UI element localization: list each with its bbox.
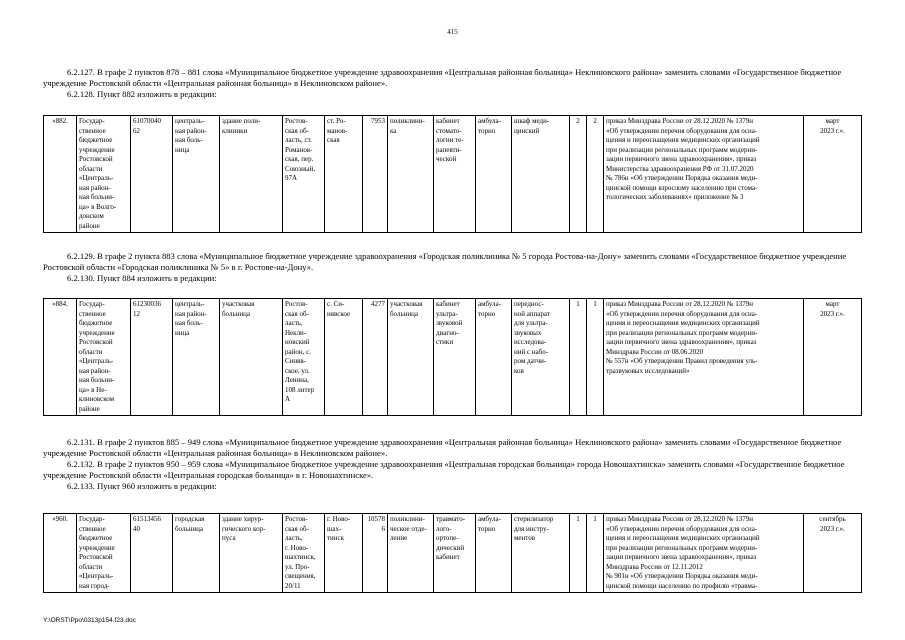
cell-line: Ростовской xyxy=(79,553,113,561)
cell-line: ление xyxy=(390,534,408,542)
cell-line: переднос- xyxy=(514,300,544,308)
cell-line: зации первичного звена здравоохранения», приказ xyxy=(606,155,757,163)
cell-line: 10578 xyxy=(367,515,385,523)
cell-line: ласть, ст. xyxy=(285,136,312,144)
cell-line: донском xyxy=(79,212,104,220)
cell-line: стики xyxy=(436,338,454,346)
paragraph-6-2-128: 6.2.128. Пункт 882 изложить в редакции: xyxy=(67,89,217,99)
cell-line: централь- xyxy=(175,117,205,125)
cell-line: Государ- xyxy=(79,515,105,523)
cell-line: бюджетное xyxy=(79,136,113,144)
cell-line: клиновском xyxy=(79,395,115,403)
cell-line: области xyxy=(79,347,103,356)
cell-line: участковая xyxy=(222,300,255,308)
cell-line: 40 xyxy=(133,524,140,533)
cell-line: ная боль- xyxy=(175,319,203,327)
cell-line: ная боль- xyxy=(175,136,203,144)
cell-population: 7953 xyxy=(363,116,388,233)
cell-item-number: «960. xyxy=(44,514,77,593)
cell-line: звуковых xyxy=(514,328,542,337)
cell-line: ков xyxy=(514,366,524,375)
cell-line: щения и переоснащения медицинских организаций xyxy=(606,319,760,327)
paragraph-6-2-131: 6.2.131. В графе 2 пунктов 885 – 949 слова «Муниципальное бюджетное учреждение здравоохранения «Центральная районная больница» Неклиновского района» заменить словами «Государственное бюджетное учреждение Ростовской области «Центральная районная больница» в Неклиновском районе». xyxy=(43,437,842,458)
cell-line: зации первичного звена здравоохранения», приказ xyxy=(606,338,757,346)
cell-line: диагно- xyxy=(436,328,459,337)
cell-line: цинский xyxy=(514,126,540,135)
cell-line: ром датчи- xyxy=(514,357,547,365)
cell-code xyxy=(131,299,173,416)
cell-line: 97А xyxy=(285,174,298,182)
cell-line: ной аппарат xyxy=(514,309,550,318)
cell-locality xyxy=(325,116,363,233)
cell-equipment xyxy=(512,514,570,593)
cell-line: Ростовской xyxy=(79,155,113,163)
cell-line: Минздрава России от 12.11.2012 xyxy=(606,562,703,571)
cell-line: манов- xyxy=(327,126,348,135)
cell-line: больница xyxy=(175,524,203,533)
cell-line: централь- xyxy=(175,300,205,308)
cell-date xyxy=(804,514,862,593)
file-path-footer: Y:\ORST\Ppo\0313p154.f23.doc xyxy=(43,617,136,624)
cell-line: 108 литер xyxy=(285,385,315,394)
cell-date xyxy=(804,299,862,416)
cell-line: участковая xyxy=(390,300,423,308)
cell-care-type xyxy=(476,514,512,593)
cell-line: Министерства здравоохранения РФ от 31.07.2020 xyxy=(606,164,754,173)
cell-line: цинской помощи взрослому населению при стома- xyxy=(606,183,758,192)
cell-building xyxy=(220,299,283,416)
cell-line: учреждение xyxy=(79,145,115,154)
cell-organization xyxy=(77,116,131,233)
cell-code xyxy=(131,514,173,593)
cell-line: ственное xyxy=(79,524,106,533)
cell-address xyxy=(283,514,325,593)
cell-line: 12 xyxy=(133,309,140,318)
cell-room xyxy=(434,116,476,233)
cell-line: тологических заболеваниях» приложение № 3 xyxy=(606,193,744,201)
cell-line: ласть, xyxy=(285,534,303,542)
cell-line: ская xyxy=(327,136,340,144)
cell-line: городская xyxy=(175,515,205,523)
cell-line: травмато- xyxy=(436,515,466,523)
cell-line: Минздрава России от 08.06.2020 xyxy=(606,347,704,356)
cell-line: лого- xyxy=(436,524,452,533)
cell-line: приказ Минздрава России от 28.12.2020 № 1379н xyxy=(606,117,753,125)
cell-line: зации первичного звена здравоохранения», приказ xyxy=(606,553,757,561)
cell-line: 62 xyxy=(133,126,140,135)
cell-line: 20/11 xyxy=(285,581,301,590)
cell-item-number: «882. xyxy=(44,116,77,233)
cell-legal-basis xyxy=(604,514,804,593)
cell-room xyxy=(434,514,476,593)
cell-line: для инстру- xyxy=(514,524,550,533)
cell-line: ул. Про- xyxy=(285,562,310,571)
paragraph-6-2-133: 6.2.133. Пункт 960 изложить в редакции: xyxy=(67,481,217,491)
cell-line: районе xyxy=(79,404,100,413)
cell-line: торно xyxy=(478,126,496,135)
cell-line: ственное xyxy=(79,126,106,135)
cell-address xyxy=(283,299,325,416)
cell-line: кабинет xyxy=(436,553,460,561)
cell-line: ница xyxy=(175,145,190,154)
cell-line: район, с. xyxy=(285,347,311,356)
cell-line: Ростов- xyxy=(285,515,308,523)
cell-line: 61513456 xyxy=(133,515,161,523)
cell-line: март xyxy=(825,117,840,125)
cell-line: г. Ново- xyxy=(327,515,351,523)
cell-line: ская об- xyxy=(285,309,309,318)
cell-line: ца» в Волго- xyxy=(79,202,117,211)
cell-quantity-2: 2 xyxy=(587,116,604,233)
cell-line: ная город- xyxy=(79,581,110,590)
cell-line: для ультра- xyxy=(514,319,548,327)
paragraph-6-2-127: 6.2.127. В графе 2 пунктов 878 – 881 слова «Муниципальное бюджетное учреждение здравоохранения «Центральная районная больница» Неклиновского района» заменить словами «Государственное бюджетное учреждение Ростовской области «Центральная районная больница» в Неклиновском районе». xyxy=(43,67,842,88)
cell-line: «Централь- xyxy=(79,572,114,580)
cell-line: сентябрь xyxy=(819,515,846,523)
cell-line: ская об- xyxy=(285,126,309,135)
cell-line: щения и переоснащения медицинских организаций xyxy=(606,534,760,542)
cell-line: поликлини- xyxy=(390,117,425,125)
cell-line: щения и переоснащения медицинских организаций xyxy=(606,136,760,144)
cell-organization xyxy=(77,299,131,416)
cell-line: новский xyxy=(285,338,310,346)
cell-line: № 557н «Об утверждении Правил проведения уль- xyxy=(606,357,758,365)
cell-line: больница xyxy=(222,309,250,318)
page-number: 415 xyxy=(447,28,458,36)
cell-quantity-2: 1 xyxy=(587,299,604,416)
cell-line: приказ Минздрава России от 28.12.2020 № 1379н xyxy=(606,515,753,523)
cell-line: № 901н «Об утверждении Порядка оказания меди- xyxy=(606,572,758,580)
cell-line: шкаф меди- xyxy=(514,117,550,125)
cell-line: звуковой xyxy=(436,319,463,327)
cell-legal-basis xyxy=(604,116,804,233)
cell-line: области xyxy=(79,164,103,173)
cell-line: тразвуковых исследований» xyxy=(606,366,690,375)
table-row xyxy=(44,514,862,593)
cell-line: амбула- xyxy=(478,300,501,308)
cell-line: поликлини- xyxy=(390,515,425,523)
cell-line: ная район- xyxy=(175,126,207,135)
cell-line: бюджетное xyxy=(79,534,113,542)
cell-line: амбула- xyxy=(478,515,501,523)
cell-unit xyxy=(388,514,434,593)
cell-line: торно xyxy=(478,524,496,533)
cell-facility-name xyxy=(173,514,220,593)
cell-line: г. Ново- xyxy=(285,543,309,552)
cell-line: «Централь- xyxy=(79,357,114,365)
cell-line: ная район- xyxy=(79,366,111,375)
cell-line: 6 xyxy=(381,524,385,533)
paragraph-6-2-130: 6.2.130. Пункт 884 изложить в редакции: xyxy=(67,273,217,283)
cell-line: ная больни- xyxy=(79,193,115,201)
cell-line: стомато- xyxy=(436,126,462,135)
cell-line: учреждение xyxy=(79,328,115,337)
cell-room xyxy=(434,299,476,416)
cell-line: 61230036 xyxy=(133,300,161,308)
cell-line: с. Си- xyxy=(327,300,345,308)
cell-line: ная район- xyxy=(175,309,207,318)
cell-locality xyxy=(325,299,363,416)
cell-equipment xyxy=(512,299,570,416)
cell-line: Ленина, xyxy=(285,376,309,384)
cell-line: март xyxy=(825,300,840,308)
paragraph-6-2-129: 6.2.129. В графе 2 пункта 883 слова «Муниципальное бюджетное учреждение здравоохранения «Городская поликлиника № 5 города Ростова-на-Дону» заменить словами «Государственное бюджетное учреждение Ростовской области «Городская поликлиника № 5» в г. Ростове-на-Дону». xyxy=(43,251,847,272)
cell-line: торно xyxy=(478,309,496,318)
cell-quantity-1: 1 xyxy=(570,514,587,593)
cell-line: логии те- xyxy=(436,136,464,144)
cell-line: кабинет xyxy=(436,300,460,308)
cell-line: ний с набо- xyxy=(514,347,549,356)
cell-line: свещения, xyxy=(285,572,316,580)
cell-line: приказ Минздрава России от 28.12.2020 № 1379н xyxy=(606,300,753,308)
cell-line: 2023 г.». xyxy=(820,524,845,533)
cell-legal-basis xyxy=(604,299,804,416)
cell-line: области xyxy=(79,562,103,571)
cell-line: 2023 г.». xyxy=(820,309,845,318)
cell-line: Романов- xyxy=(285,145,313,154)
cell-building xyxy=(220,514,283,593)
cell-line: исследова- xyxy=(514,338,547,346)
cell-line: 2023 г.». xyxy=(820,126,845,135)
cell-care-type xyxy=(476,116,512,233)
cell-line: «Централь- xyxy=(79,174,114,182)
cell-line: дический xyxy=(436,543,465,552)
cell-line: ст. Ро- xyxy=(327,117,346,125)
cell-building xyxy=(220,116,283,233)
cell-line: бюджетное xyxy=(79,319,113,327)
cell-line: ская, пер. xyxy=(285,155,314,163)
cell-line: «Об утверждении перечня оборудования для осна- xyxy=(606,126,758,135)
cell-unit xyxy=(388,116,434,233)
cell-line: 61070040 xyxy=(133,117,161,125)
cell-code xyxy=(131,116,173,233)
cell-line: стерилизатор xyxy=(514,515,554,523)
cell-line: ственное xyxy=(79,309,106,318)
cell-line: ная район- xyxy=(79,183,111,192)
cell-line: ультра- xyxy=(436,309,458,318)
cell-line: здание хирур- xyxy=(222,515,264,523)
cell-line: «Об утверждении перечня оборудования для осна- xyxy=(606,524,758,533)
cell-line: ласть, xyxy=(285,319,303,327)
cell-line: Некли- xyxy=(285,328,307,337)
cell-line: ское, ул. xyxy=(285,366,310,375)
cell-line: ница xyxy=(175,328,190,337)
cell-item-number: «884. xyxy=(44,299,77,416)
table-row xyxy=(44,299,862,416)
cell-line: районе xyxy=(79,221,100,230)
cell-organization xyxy=(77,514,131,593)
cell-quantity-1: 2 xyxy=(570,116,587,233)
cell-facility-name xyxy=(173,116,220,233)
cell-care-type xyxy=(476,299,512,416)
cell-line: рапевти- xyxy=(436,145,462,154)
cell-line: при реализации региональных программ модерни- xyxy=(606,543,758,552)
cell-line: кабинет xyxy=(436,117,460,125)
cell-unit xyxy=(388,299,434,416)
cell-equipment xyxy=(512,116,570,233)
cell-line: ментов xyxy=(514,534,536,542)
cell-line: тинск xyxy=(327,534,345,542)
cell-line: Ростовской xyxy=(79,338,113,346)
cell-line: № 786н «Об утверждении Порядка оказания меди- xyxy=(606,174,758,182)
cell-line: ческой xyxy=(436,155,457,163)
table-item-882 xyxy=(43,115,862,233)
cell-line: ская об- xyxy=(285,524,309,533)
table-row xyxy=(44,116,862,233)
cell-line: при реализации региональных программ модерни- xyxy=(606,328,758,337)
table-item-884 xyxy=(43,298,862,416)
cell-line: ка xyxy=(390,126,397,135)
cell-line: Ростов- xyxy=(285,300,308,308)
cell-line: клиники xyxy=(222,126,248,135)
cell-locality xyxy=(325,514,363,593)
table-item-960 xyxy=(43,513,862,593)
cell-line: «Об утверждении перечня оборудования для осна- xyxy=(606,309,758,318)
cell-line: шахтинск, xyxy=(285,553,316,561)
cell-line: пуса xyxy=(222,534,236,542)
cell-line: Союзный, xyxy=(285,164,316,173)
cell-quantity-2: 1 xyxy=(587,514,604,593)
cell-line: ная больни- xyxy=(79,376,115,384)
cell-line: больница xyxy=(390,309,418,318)
cell-line: ческое отде- xyxy=(390,524,427,533)
cell-line: учреждение xyxy=(79,543,115,552)
cell-line: здание поли- xyxy=(222,117,261,125)
cell-line: ца» в Не- xyxy=(79,385,107,394)
cell-quantity-1: 1 xyxy=(570,299,587,416)
paragraph-6-2-132: 6.2.132. В графе 2 пунктов 950 – 959 слова «Муниципальное бюджетное учреждение здравоохранения «Центральная городская больница» города Новошахтинска» заменить словами «Государственное бюджетное учреждение Ростовской области «Центральная городская больница» в г. Новошахтинске». xyxy=(43,459,845,480)
cell-population xyxy=(363,514,388,593)
cell-line: цинской помощи населению по профилю «травма- xyxy=(606,581,758,590)
cell-date xyxy=(804,116,862,233)
cell-population: 4277 xyxy=(363,299,388,416)
cell-line: Государ- xyxy=(79,300,105,308)
cell-line: нявское xyxy=(327,309,351,318)
cell-line: гического кор- xyxy=(222,524,266,533)
cell-line: А xyxy=(285,395,291,403)
cell-line: Ростов- xyxy=(285,117,308,125)
cell-line: при реализации региональных программ модерни- xyxy=(606,145,758,154)
cell-line: Синяв- xyxy=(285,357,307,365)
cell-line: ортопе- xyxy=(436,534,459,542)
cell-line: амбула- xyxy=(478,117,501,125)
cell-facility-name xyxy=(173,299,220,416)
cell-address xyxy=(283,116,325,233)
cell-line: шах- xyxy=(327,524,342,533)
cell-line: Государ- xyxy=(79,117,105,125)
